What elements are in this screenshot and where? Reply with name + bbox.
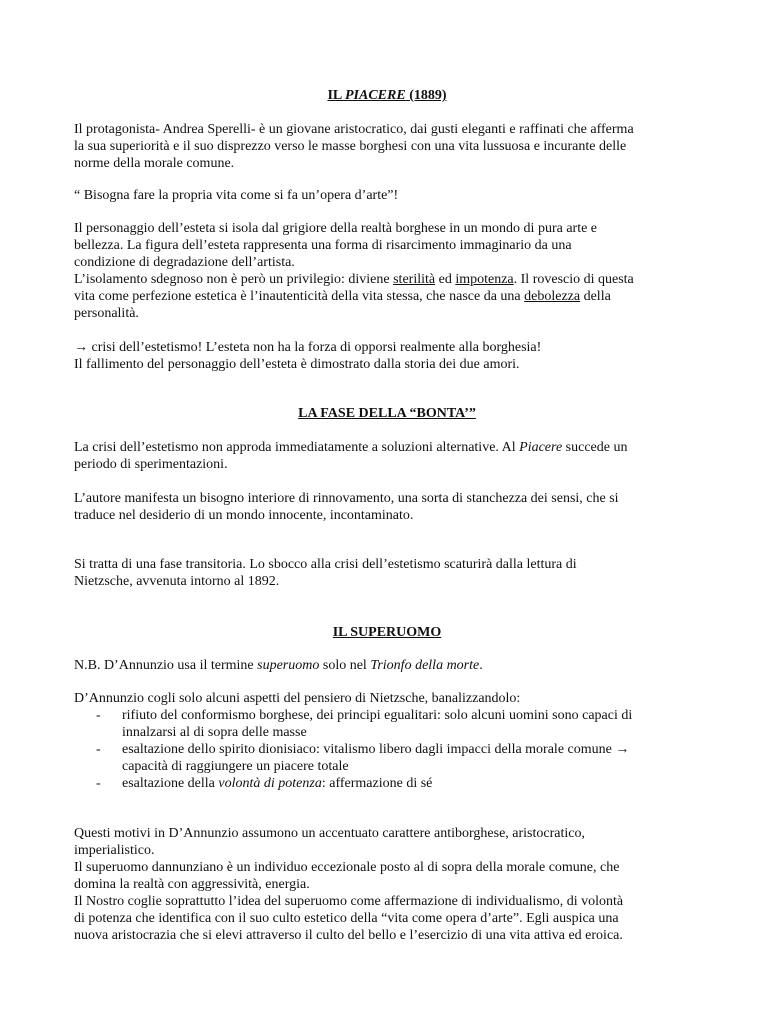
paragraph-line: nuova aristocrazia che si elevi attraverso il culto del bello e l’esercizio di una vita attiva ed eroica. bbox=[74, 928, 623, 943]
nb-line bbox=[74, 657, 483, 674]
underlined-term: debolezza bbox=[524, 289, 581, 304]
paragraph-line bbox=[74, 288, 611, 305]
paragraph-line: norme della morale comune. bbox=[74, 156, 235, 171]
paragraph-line: di potenza che identifica con il suo culto estetico della “vita come opera d’arte”. Egli auspica una bbox=[74, 911, 619, 926]
paragraph-line: la sua superiorità e il suo disprezzo verso le masse borghesi con una vita lussuosa e incurante delle bbox=[74, 139, 627, 154]
paragraph-line: traduce nel desiderio di un mondo innocente, incontaminato. bbox=[74, 508, 414, 523]
list-item-continuation: capacità di raggiungere un piacere totale bbox=[122, 759, 349, 774]
italic-term: Trionfo della morte bbox=[370, 658, 480, 673]
paragraph-line: condizione di degradazione dell’artista. bbox=[74, 255, 295, 270]
heading-il-piacere bbox=[74, 87, 700, 104]
paragraph-line: Il personaggio dell’esteta si isola dal grigiore della realtà borghese in un mondo di pura arte e bbox=[74, 221, 598, 236]
paragraph-line: Il superuomo dannunziano è un individuo eccezionale posto al di sopra della morale comune, che bbox=[74, 860, 620, 875]
heading-text: IL bbox=[327, 88, 345, 103]
bullet-dash: - bbox=[96, 708, 101, 723]
paragraph-line: D’Annunzio cogli solo alcuni aspetti del pensiero di Nietzsche, banalizzandolo: bbox=[74, 691, 521, 706]
text-span: . Il rovescio di questa bbox=[513, 272, 634, 287]
text-span: N.B. D’Annunzio usa il termine bbox=[74, 658, 258, 673]
paragraph-line: imperialistico. bbox=[74, 843, 155, 858]
paragraph-line: domina la realtà con aggressività, energia. bbox=[74, 877, 310, 892]
paragraph-line: Il Nostro coglie soprattutto l’idea del superuomo come affermazione di individualismo, di volontà bbox=[74, 894, 624, 909]
heading-fase-bonta: LA FASE DELLA “BONTA’” bbox=[298, 406, 476, 421]
underlined-term: sterilità bbox=[393, 272, 436, 287]
paragraph-line: Il protagonista- Andrea Sperelli- è un giovane aristocratico, dai gusti eleganti e raffinati che afferma bbox=[74, 122, 634, 137]
list-item: rifiuto del conformismo borghese, dei principi egualitari: solo alcuni uomini sono capaci di bbox=[122, 708, 633, 723]
bullet-dash: - bbox=[96, 742, 101, 757]
paragraph-line: Questi motivi in D’Annunzio assumono un accentuato carattere antiborghese, aristocratico, bbox=[74, 826, 585, 841]
paragraph-line: periodo di sperimentazioni. bbox=[74, 457, 228, 472]
paragraph-line bbox=[74, 439, 627, 456]
quote-line: “ Bisogna fare la propria vita come si fa un’opera d’arte”! bbox=[74, 188, 399, 203]
paragraph-line: bellezza. La figura dell’esteta rappresenta una forma di risarcimento immaginario da una bbox=[74, 238, 572, 253]
text-span: della bbox=[580, 289, 611, 304]
paragraph-line: Si tratta di una fase transitoria. Lo sbocco alla crisi dell’estetismo scaturirà dalla lettura di bbox=[74, 557, 577, 572]
text-span: : affermazione di sé bbox=[321, 776, 433, 791]
italic-term: Piacere bbox=[519, 440, 563, 455]
italic-term: volontà di potenza bbox=[218, 776, 322, 791]
bullet-dash: - bbox=[96, 776, 101, 791]
heading-italic-title: PIACERE bbox=[344, 88, 406, 103]
heading-superuomo: IL SUPERUOMO bbox=[332, 625, 442, 640]
text-span: vita come perfezione estetica è l’inautenticità della vita stessa, che nasce da una bbox=[74, 289, 525, 304]
paragraph-line: Nietzsche, avvenuta intorno al 1892. bbox=[74, 574, 280, 589]
list-item-continuation: innalzarsi al di sopra delle masse bbox=[122, 725, 307, 740]
text-span: ed bbox=[435, 272, 456, 287]
text-span: La crisi dell’estetismo non approda immediatamente a soluzioni alternative. Al bbox=[74, 440, 520, 455]
paragraph-line: Il fallimento del personaggio dell’esteta è dimostrato dalla storia dei due amori. bbox=[74, 357, 520, 372]
paragraph-line: L’autore manifesta un bisogno interiore di rinnovamento, una sorta di stanchezza dei sensi, che si bbox=[74, 491, 619, 506]
paragraph-line bbox=[74, 271, 634, 288]
list-item: esaltazione dello spirito dionisiaco: vitalismo libero dagli impacci della morale comune → bbox=[122, 742, 630, 757]
text-span: solo nel bbox=[319, 658, 371, 673]
paragraph-line: personalità. bbox=[74, 306, 139, 321]
heading-year: (1889) bbox=[405, 88, 447, 103]
underlined-term: impotenza bbox=[455, 272, 514, 287]
italic-term: superuomo bbox=[257, 658, 320, 673]
text-span: succede un bbox=[562, 440, 628, 455]
text-span: . bbox=[479, 658, 483, 673]
text-span: L’isolamento sdegnoso non è però un privilegio: diviene bbox=[74, 272, 394, 287]
text-span: esaltazione della bbox=[122, 776, 219, 791]
paragraph-line: → crisi dell’estetismo! L’esteta non ha la forza di opporsi realmente alla borghesia! bbox=[74, 340, 542, 355]
list-item bbox=[122, 775, 432, 792]
